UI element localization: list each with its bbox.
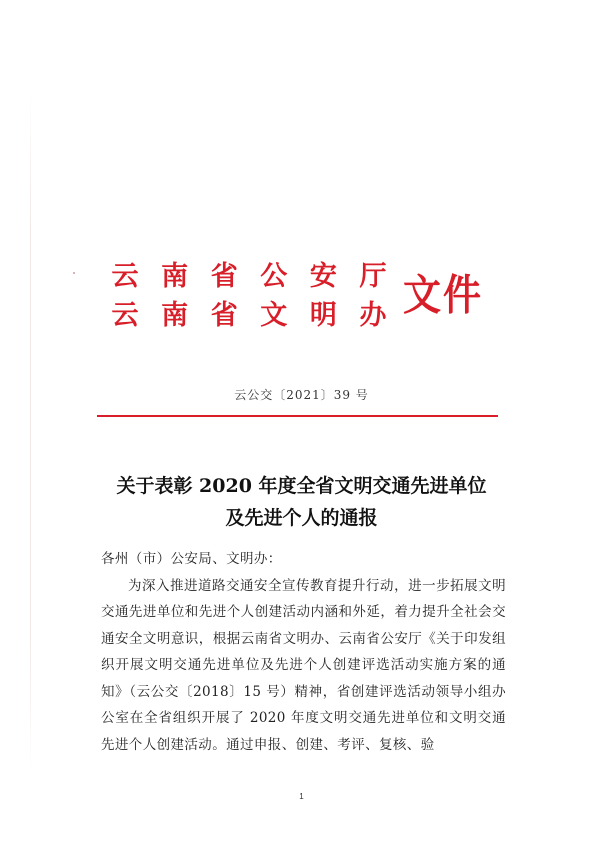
document-type-label: 文件 [403, 270, 484, 320]
document-title [0, 470, 603, 534]
document-number: 云公交〔2021〕39 号 [234, 388, 369, 402]
authority-line-public-security [110, 263, 388, 293]
body-paragraph: 为深入推进道路交通安全宣传教育提升行动，进一步拓展文明交通先进单位和先进个人创建活动内涵和外延，着力提升全社会交通安全文明意识，根据云南省文明办、云南省公安厅《关于印发组织开展文明交通先进单位及先进个人创建评选活动实施方案的通知》（云公交〔2018〕15 号）精神，省创建评选活动领导小组办公室在全省组织开展了 2020 年度文明交通先进单位和文明交通先进个人创建活动。通过申报、创建、考评、复核、验 [101, 577, 506, 753]
title-line-2: 及先进个人的通报 [225, 507, 378, 529]
authority-char: 省 [210, 261, 238, 292]
title-line-1: 关于表彰 2020 年度全省文明交通先进单位 [116, 475, 487, 497]
authority-char: 办 [359, 300, 387, 331]
authority-char: 云 [111, 300, 139, 331]
issuing-authorities [110, 263, 400, 341]
scan-speck [73, 272, 75, 274]
authority-char: 明 [309, 300, 337, 331]
header-divider [97, 415, 498, 417]
authority-char: 南 [161, 261, 189, 292]
salutation: 各州（市）公安局、文明办： [101, 551, 282, 567]
authority-char: 文 [260, 300, 288, 331]
scan-edge [30, 92, 31, 772]
authority-char: 安 [309, 261, 337, 292]
page-number: 1 [299, 792, 304, 801]
authority-char: 南 [161, 300, 189, 331]
authority-char: 省 [210, 300, 238, 331]
document-body [101, 546, 506, 758]
authority-char: 厅 [359, 261, 387, 292]
authority-line-civilization-office [110, 302, 388, 332]
authority-char: 云 [111, 261, 139, 292]
authority-char: 公 [260, 261, 288, 292]
